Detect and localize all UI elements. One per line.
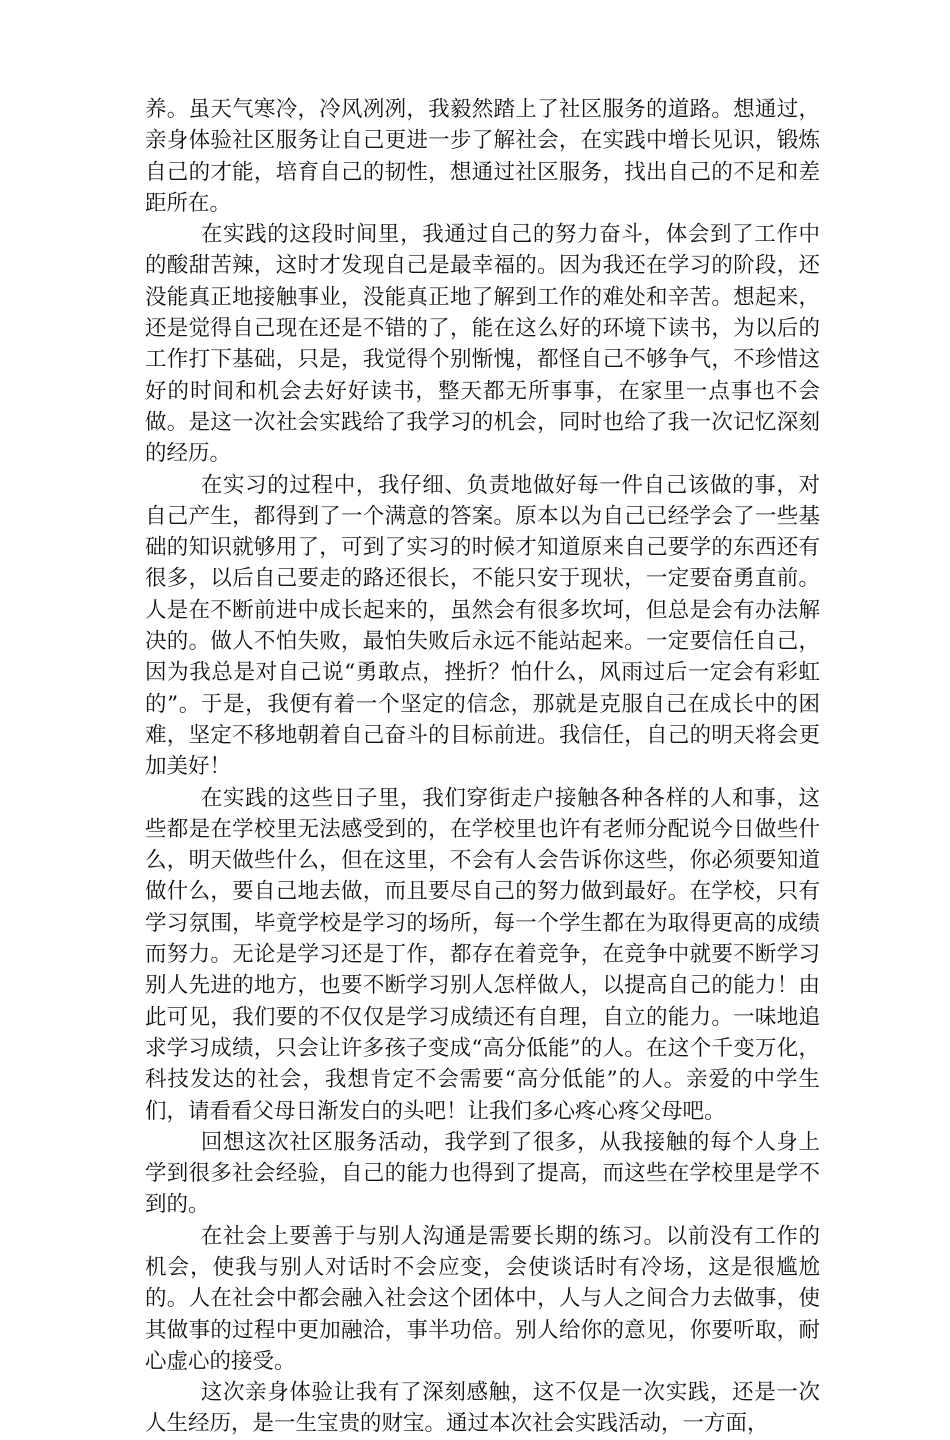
paragraph-6: 在社会上要善于与别人沟通是需要长期的练习。以前没有工作的机会，使我与别人对话时不会应变，会使谈话时有冷场，这是很尴尬的。人在社会中都会融入社会这个团体中，人与人之间合力去做事，使其做事的过程中更加融洽，事半功倍。别人给你的意见，你要听取，耐心虚心的接受。: [145, 1223, 820, 1374]
paragraph-7: 这次亲身体验让我有了深刻感触，这不仅是一次实践，还是一次人生经历，是一生宝贵的财宝。通过本次社会实践活动，一方面，: [145, 1380, 820, 1437]
paragraph-2: 在实践的这段时间里，我通过自己的努力奋斗，体会到了工作中的酸甜苦辣，这时才发现自己是最幸福的。因为我还在学习的阶段，还没能真正地接触事业，没能真正地了解到工作的难处和辛苦。想起来，还是觉得自己现在还是不错的了，能在这么好的环境下读书，为以后的工作打下基础，只是，我觉得个别惭愧，都怪自己不够争气，不珍惜这好的时间和机会去好好读书，整天都无所事事，在家里一点事也不会做。是这一次社会实践给了我学习的机会，同时也给了我一次记忆深刻的经历。: [145, 222, 820, 467]
paragraph-5: 回想这次社区服务活动，我学到了很多，从我接触的每个人身上学到很多社会经验，自己的能力也得到了提高，而这些在学校里是学不到的。: [145, 1129, 820, 1218]
paragraph-1: 养。虽天气寒冷，冷风冽冽，我毅然踏上了社区服务的道路。想通过，亲身体验社区服务让自己更进一步了解社会，在实践中增长见识，锻炼自己的才能，培育自己的韧性，想通过社区服务，找出自己的不足和差距所在。: [145, 97, 820, 216]
document-body: [145, 94, 820, 1440]
paragraph-3: 在实习的过程中，我仔细、负责地做好每一件自己该做的事，对自己产生，都得到了一个满意的答案。原本以为自己已经学会了一些基础的知识就够用了，可到了实习的时候才知道原来自己要学的东西还有很多，以后自己要走的路还很长，不能只安于现状，一定要奋勇直前。人是在不断前进中成长起来的，虽然会有很多坎坷，但总是会有办法解决的。做人不怕失败，最怕失败后永远不能站起来。一定要信任自己，因为我总是对自己说“勇敢点，挫折？怕什么，风雨过后一定会有彩虹的”。于是，我便有着一个坚定的信念，那就是克服自己在成长中的困难，坚定不移地朝着自己奋斗的目标前进。我信任，自己的明天将会更加美好！: [145, 472, 820, 780]
paragraph-4: 在实践的这些日子里，我们穿街走户接触各种各样的人和事，这些都是在学校里无法感受到的，在学校里也许有老师分配说今日做些什么，明天做些什么，但在这里，不会有人会告诉你这些，你必须要知道做什么，要自己地去做，而且要尽自己的努力做到最好。在学校，只有学习氛围，毕竟学校是学习的场所，每一个学生都在为取得更高的成绩而努力。无论是学习还是丁作，都存在着竞争，在竞争中就要不断学习别人先进的地方，也要不断学习别人怎样做人，以提高自己的能力！由此可见，我们要的不仅仅是学习成绩还有自理，自立的能力。一味地追求学习成绩，只会让许多孩子变成“高分低能”的人。在这个千变万化，科技发达的社会，我想肯定不会需要“高分低能”的人。亲爱的中学生们，请看看父母日渐发白的头吧！让我们多心疼心疼父母吧。: [145, 785, 820, 1124]
